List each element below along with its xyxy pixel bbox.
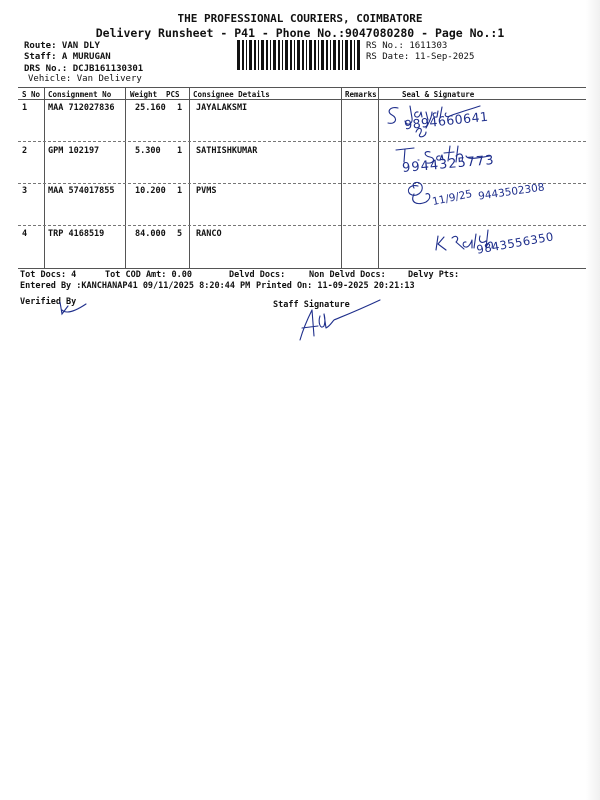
row-consignee: RANCO — [196, 229, 222, 239]
row-weight: 84.000 — [135, 229, 166, 239]
row-pcs: 5 — [177, 229, 183, 239]
drs-label: DRS No.: DCJB161130301 — [24, 64, 144, 74]
company-title: THE PROFESSIONAL COURIERS, COIMBATORE — [177, 12, 423, 25]
scan-edge-shadow — [586, 0, 600, 800]
row-sno: 3 — [22, 186, 28, 196]
header-pcs: PCS — [166, 90, 180, 99]
header-sno: S No — [22, 90, 41, 99]
runsheet-subtitle: Delivery Runsheet - P41 - Phone No.:9047080280 - Page No.:1 — [95, 26, 505, 40]
row-separator — [18, 225, 586, 226]
row-pcs: 1 — [177, 103, 183, 113]
header-weight: Weight — [130, 90, 158, 99]
entered-by: Entered By :KANCHANAP41 09/11/2025 8:20:44 PM — [20, 281, 251, 291]
barcode-image — [236, 40, 362, 70]
row-consignment: MAA 712027836 — [48, 103, 115, 113]
row-pcs: 1 — [177, 146, 183, 156]
row-separator — [18, 183, 586, 184]
header-remarks: Remarks — [345, 90, 377, 99]
table-top-border — [18, 87, 586, 88]
column-divider — [125, 87, 126, 269]
route-label: Route: VAN DLY — [24, 41, 100, 51]
header-consignment: Consignment No — [48, 90, 112, 99]
row-consignee: JAYALAKSMI — [196, 103, 248, 113]
table-header-border — [18, 99, 586, 100]
signature-t-sathish — [396, 148, 419, 162]
row-consignee: SATHISHKUMAR — [196, 146, 258, 156]
verified-by-label: Verified By — [20, 297, 77, 307]
signature-pvms — [408, 182, 429, 203]
signature-s-jayalakshmi — [388, 108, 398, 124]
delivery-points: Delvy Pts: — [408, 270, 460, 280]
column-divider — [378, 87, 379, 269]
staff-label: Staff: A MURUGAN — [24, 52, 111, 62]
vehicle-label: Vehicle: Van Delivery — [28, 74, 142, 84]
total-docs: Tot Docs: 4 — [20, 270, 77, 280]
signature-phone-2: 9944325773 — [401, 152, 496, 177]
signature-phone-row1 — [416, 128, 426, 136]
signature-date-3: 11/9/25 — [431, 187, 474, 209]
handwritten-signatures — [380, 98, 590, 273]
row-sno: 4 — [22, 229, 28, 239]
rs-number: RS No.: 1611303 — [366, 41, 448, 51]
row-sno: 1 — [22, 103, 28, 113]
row-consignee: PVMS — [196, 186, 217, 196]
row-weight: 5.300 — [135, 146, 161, 156]
row-pcs: 1 — [177, 186, 183, 196]
column-divider — [189, 87, 190, 269]
printed-on: Printed On: 11-09-2025 20:21:13 — [256, 281, 415, 291]
row-weight: 25.160 — [135, 103, 166, 113]
signature-phone-3: 9443502308 — [477, 181, 546, 203]
rs-date: RS Date: 11-Sep-2025 — [366, 52, 475, 62]
row-consignment: TRP 4168519 — [48, 229, 105, 239]
row-weight: 10.200 — [135, 186, 166, 196]
column-divider — [44, 87, 45, 269]
row-separator — [18, 141, 586, 142]
row-sno: 2 — [22, 146, 28, 156]
total-cod-amount: Tot COD Amt: 0.00 — [105, 270, 192, 280]
row-consignment: GPM 102197 — [48, 146, 100, 156]
column-divider — [341, 87, 342, 269]
non-delivered-docs: Non Delvd Docs: — [309, 270, 386, 280]
delivered-docs: Delvd Docs: — [229, 270, 286, 280]
signature-phone-1: 9894660641 — [403, 108, 490, 133]
staff-signature-label: Staff Signature — [273, 300, 350, 310]
table-bottom-border — [18, 268, 586, 269]
signature-k-rajesh — [436, 230, 492, 250]
header-consignee: Consignee Details — [193, 90, 270, 99]
signature-phone-4: 9843556350 — [475, 229, 555, 257]
header-seal-signature: Seal & Signature — [402, 90, 475, 99]
row-consignment: MAA 574017855 — [48, 186, 115, 196]
